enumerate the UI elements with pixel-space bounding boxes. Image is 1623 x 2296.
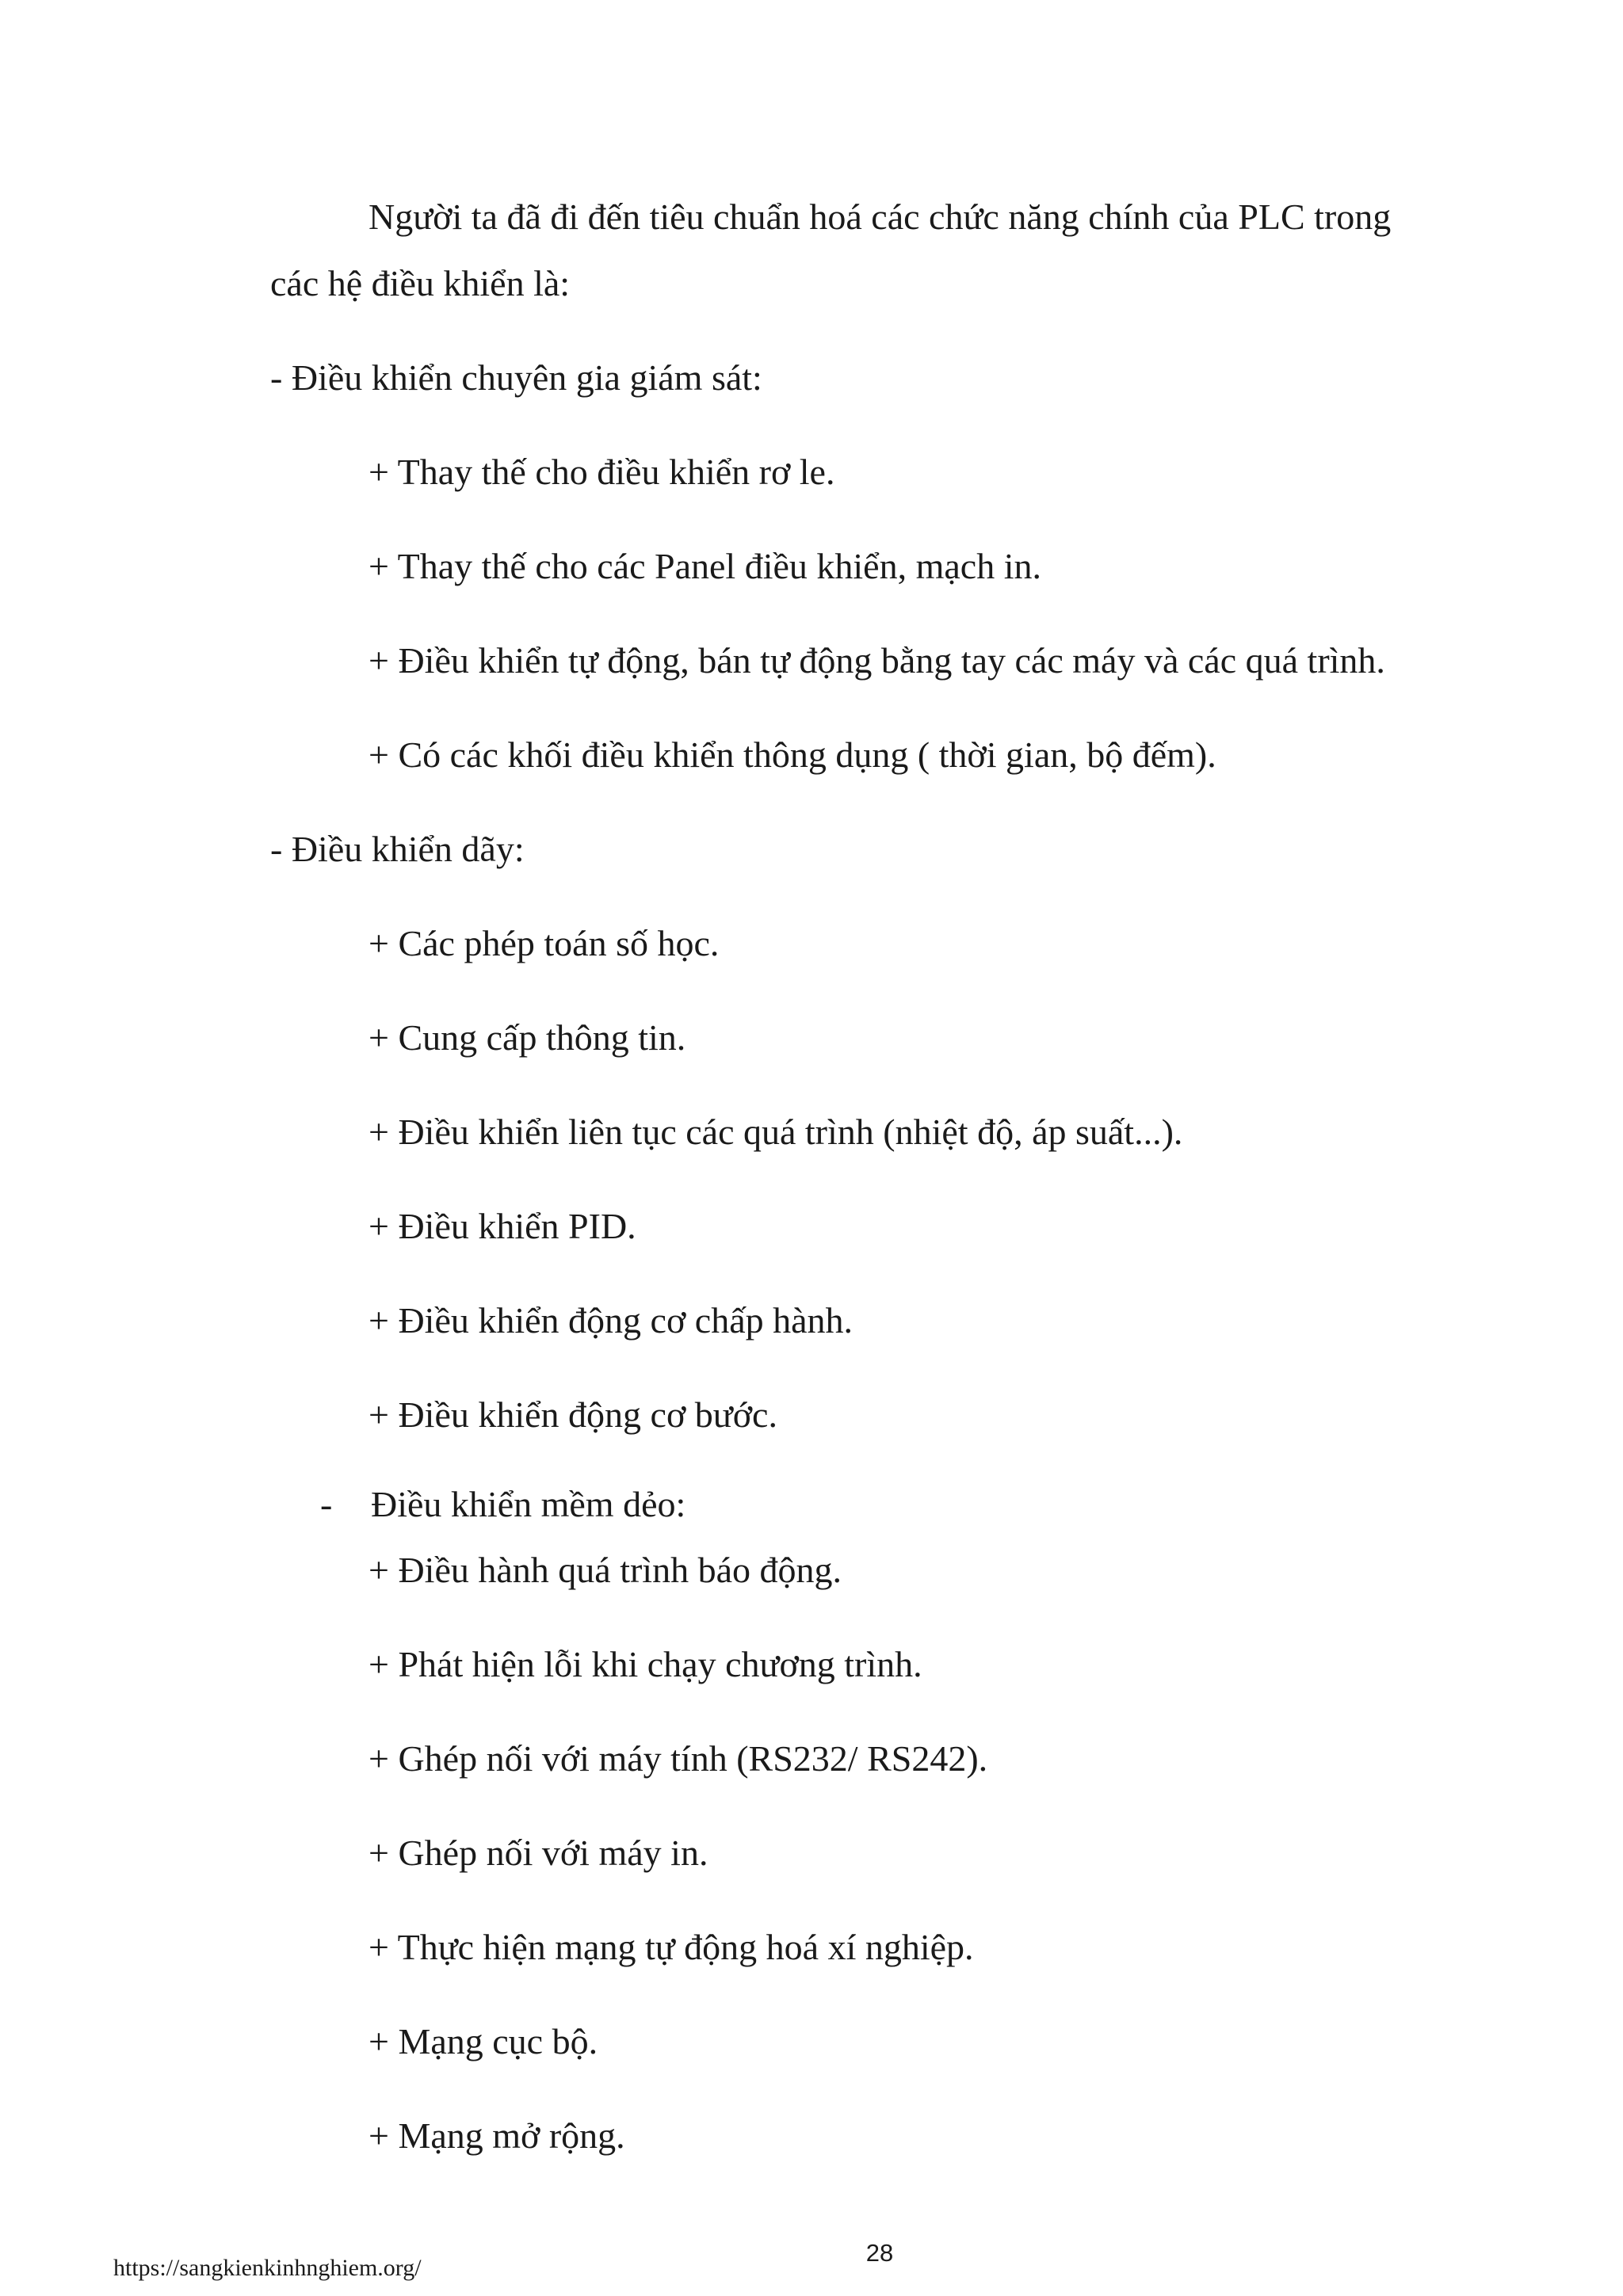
section-bullet-dash: - (320, 1484, 333, 1524)
list-item: + Điều khiển động cơ chấp hành. (369, 1300, 854, 1341)
list-item: + Điều khiển động cơ bước. (369, 1394, 777, 1435)
list-item: + Điều khiển liên tục các quá trình (nhiệt độ, áp suất...). (369, 1112, 1183, 1152)
list-item: + Điều khiển tự động, bán tự động bằng tay các máy và các quá trình. (369, 640, 1385, 681)
section-heading-supervisory-control: - Điều khiển chuyên gia giám sát: (270, 357, 762, 398)
list-item: + Cung cấp thông tin. (369, 1017, 686, 1058)
list-item: + Thay thế cho các Panel điều khiển, mạch in. (369, 546, 1041, 586)
list-item: + Phát hiện lỗi khi chạy chương trình. (369, 1644, 922, 1684)
list-item: + Thay thế cho điều khiển rơ le. (369, 452, 835, 492)
page-number: 28 (865, 2239, 894, 2267)
list-item: + Thực hiện mạng tự động hoá xí nghiệp. (369, 1927, 974, 1967)
intro-paragraph-line-1: Người ta đã đi đến tiêu chuẩn hoá các chức năng chính của PLC trong (369, 196, 1392, 237)
section-heading-flexible-control: Điều khiển mềm dẻo: (371, 1484, 686, 1524)
footer-url: https://sangkienkinhnghiem.org/ (113, 2255, 422, 2281)
list-item: + Mạng cục bộ. (369, 2021, 598, 2061)
intro-paragraph-line-2: các hệ điều khiển là: (270, 263, 571, 303)
list-item: + Mạng mở rộng. (369, 2115, 625, 2156)
list-item: + Ghép nối với máy in. (369, 1833, 708, 1873)
list-item: + Các phép toán số học. (369, 923, 720, 963)
list-item: + Có các khối điều khiển thông dụng ( thời gian, bộ đếm). (369, 734, 1216, 775)
section-heading-sequence-control: - Điều khiển dãy: (270, 829, 525, 869)
list-item: + Điều hành quá trình báo động. (369, 1550, 842, 1590)
list-item: + Điều khiển PID. (369, 1206, 636, 1246)
list-item: + Ghép nối với máy tính (RS232/ RS242). (369, 1738, 988, 1779)
